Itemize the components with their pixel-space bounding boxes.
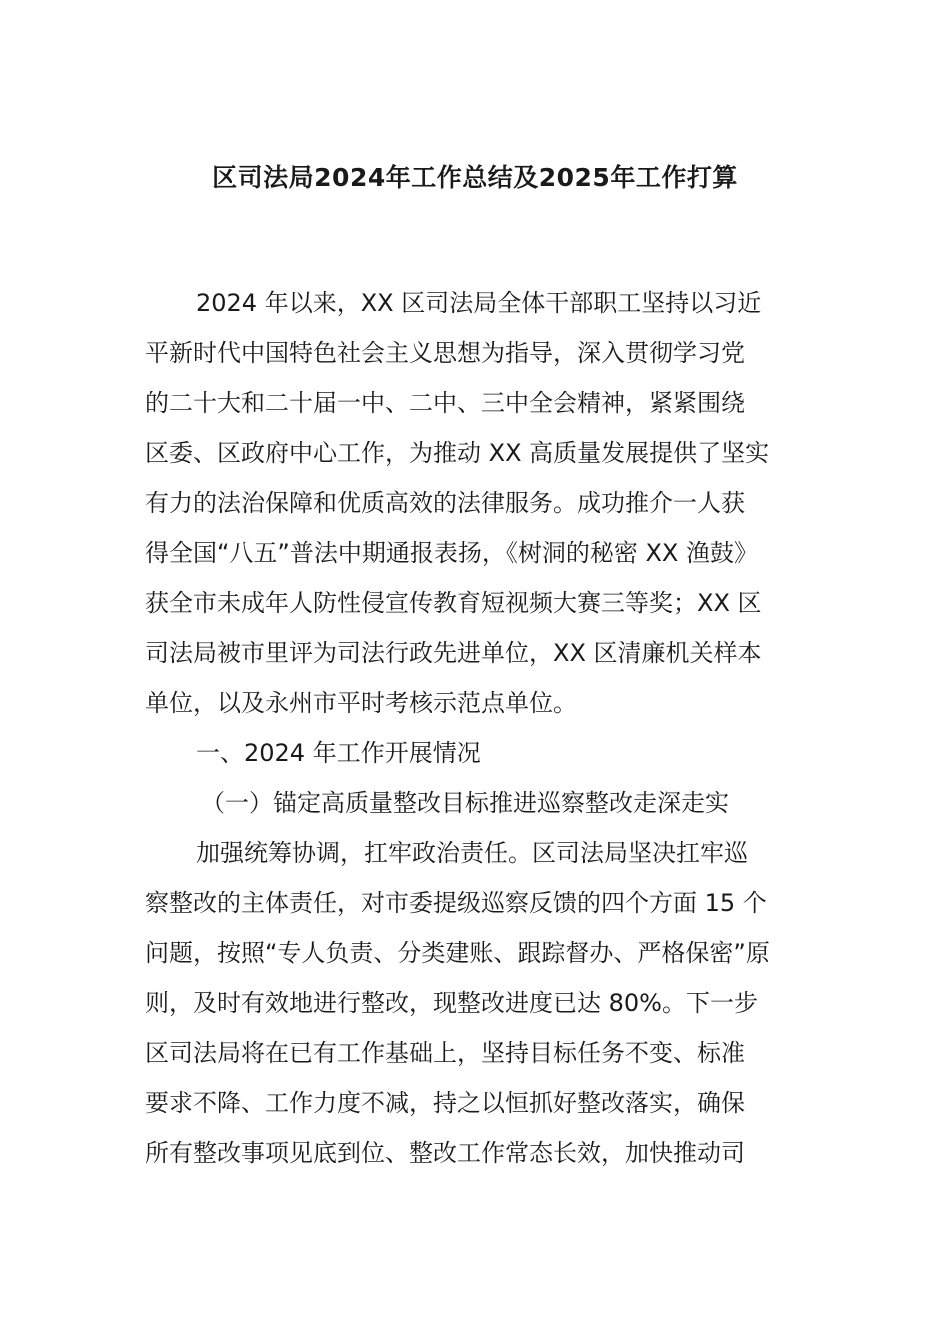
paragraph-line: 司法局被市里评为司法行政先进单位，XX 区清廉机关样本 [145, 639, 762, 667]
paragraph-line: 获全市未成年人防性侵宣传教育短视频大赛三等奖；XX 区 [145, 589, 762, 617]
subsection-heading: （一）锚定高质量整改目标推进巡察整改走深走实 [201, 789, 729, 817]
paragraph-line: 得全国“八五”普法中期通报表扬，《树洞的秘密 XX 渔鼓》 [145, 539, 759, 567]
paragraph-line: 加强统筹协调，扛牢政治责任。区司法局坚决扛牢巡 [196, 839, 748, 867]
document-title: 区司法局2024年工作总结及2025年工作打算 [212, 163, 738, 192]
paragraph-line: 单位，以及永州市平时考核示范点单位。 [145, 689, 577, 717]
paragraph-line: 要求不降、工作力度不减，持之以恒抓好整改落实，确保 [145, 1089, 745, 1117]
paragraph-line: 所有整改事项见底到位、整改工作常态长效，加快推动司 [145, 1139, 745, 1167]
paragraph-line: 2024 年以来，XX 区司法局全体干部职工坚持以习近 [196, 289, 762, 317]
paragraph-line: 的二十大和二十届一中、二中、三中全会精神，紧紧围绕 [145, 389, 745, 417]
paragraph-line: 有力的法治保障和优质高效的法律服务。成功推介一人获 [145, 489, 745, 517]
paragraph-line: 察整改的主体责任，对市委提级巡察反馈的四个方面 15 个 [145, 889, 767, 917]
paragraph-line: 区司法局将在已有工作基础上，坚持目标任务不变、标准 [145, 1039, 745, 1067]
paragraph-line: 则，及时有效地进行整改，现整改进度已达 80%。下一步 [145, 989, 758, 1017]
document-body [145, 278, 811, 1178]
paragraph-line: 区委、区政府中心工作，为推动 XX 高质量发展提供了坚实 [145, 439, 770, 467]
section-heading: 一、2024 年工作开展情况 [196, 739, 481, 767]
paragraph-line: 平新时代中国特色社会主义思想为指导，深入贯彻学习党 [145, 339, 745, 367]
paragraph-line: 问题，按照“专人负责、分类建账、跟踪督办、严格保密”原 [145, 939, 770, 967]
